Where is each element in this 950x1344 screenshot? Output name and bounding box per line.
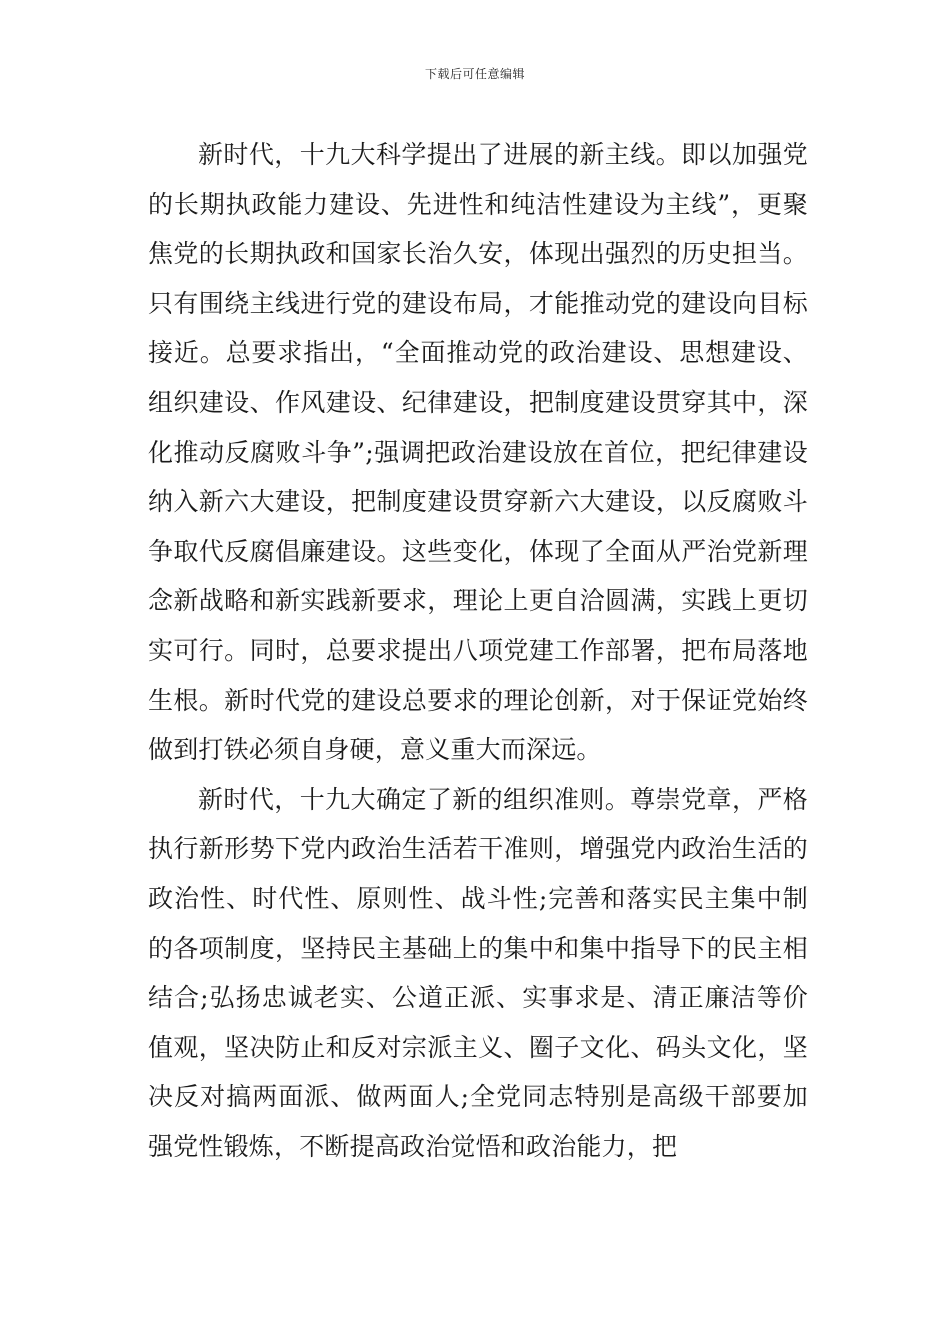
- page-header-note: 下载后可任意编辑: [424, 67, 525, 81]
- document-body: [148, 130, 808, 1171]
- paragraph-new-main-line: 新时代，十九大科学提出了进展的新主线。即以加强党的长期执政能力建设、先进性和纯洁性建设为主线”，更聚焦党的长期执政和国家长治久安，体现出强烈的历史担当。只有围绕主线进行党的建设布局，才能推动党的建设向目标接近。总要求指出，“全面推动党的政治建设、思想建设、组织建设、作风建设、纪律建设，把制度建设贯穿其中，深化推动反腐败斗争”;强调把政治建设放在首位，把纪律建设纳入新六大建设，把制度建设贯穿新六大建设，以反腐败斗争取代反腐倡廉建设。这些变化，体现了全面从严治党新理念新战略和新实践新要求，理论上更自洽圆满，实践上更切实可行。同时，总要求提出八项党建工作部署，把布局落地生根。新时代党的建设总要求的理论创新，对于保证党始终做到打铁必须自身硬，意义重大而深远。: [148, 140, 808, 765]
- paragraph-organizational-principles: 新时代，十九大确定了新的组织准则。尊崇党章，严格执行新形势下党内政治生活若干准则，增强党内政治生活的政治性、时代性、原则性、战斗性;完善和落实民主集中制的各项制度，坚持民主基础上的集中和集中指导下的民主相结合;弘扬忠诚老实、公道正派、实事求是、清正廉洁等价值观，坚决防止和反对宗派主义、圈子文化、码头文化，坚决反对搞两面派、做两面人;全党同志特别是高级干部要加强党性锻炼，不断提高政治觉悟和政治能力，把: [148, 784, 808, 1161]
